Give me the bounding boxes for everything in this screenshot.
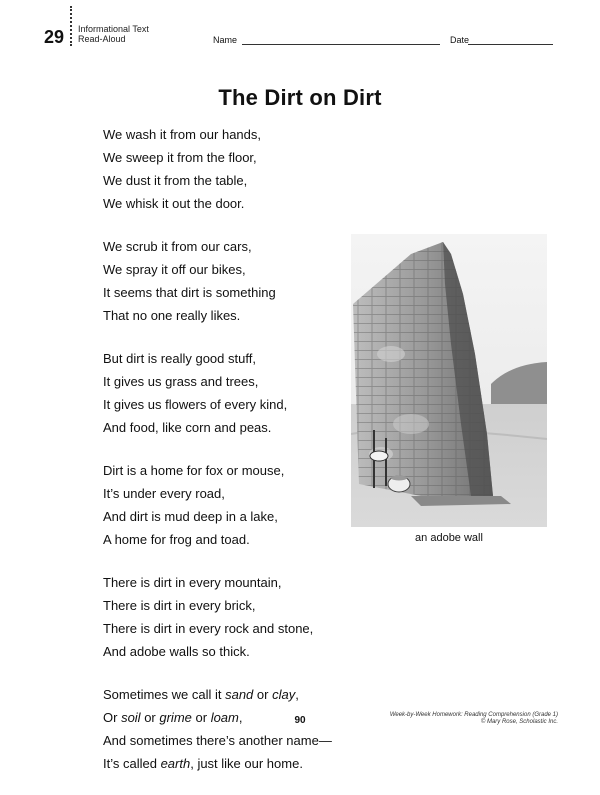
poem-text: It’s called: [103, 756, 161, 771]
poem-stanza: [103, 347, 363, 439]
copyright-credit: [390, 712, 558, 726]
poem-text: or: [253, 687, 273, 702]
poem-line: We wash it from our hands,: [103, 127, 261, 142]
worksheet-header: [0, 0, 600, 50]
poem-text: ,: [295, 687, 299, 702]
poem-line: But dirt is really good stuff,: [103, 351, 256, 366]
category-line-2: Read-Aloud: [78, 34, 126, 44]
emphasized-word: earth: [160, 756, 191, 771]
header-divider: [70, 6, 72, 46]
page-title: The Dirt on Dirt: [218, 85, 382, 110]
photo-caption: an adobe wall: [415, 532, 483, 544]
emphasized-word: grime: [159, 710, 192, 725]
poem-line: There is dirt in every brick,: [103, 598, 256, 613]
date-field[interactable]: [468, 44, 553, 45]
poem-stanza: [103, 683, 363, 775]
date-label: Date: [450, 35, 470, 45]
poem-line: And sometimes there’s another name—: [103, 733, 332, 748]
poem-text: or: [191, 710, 211, 725]
poem-line: And food, like corn and peas.: [103, 420, 272, 435]
lesson-number: 29: [44, 27, 65, 47]
poem-text: ,: [238, 710, 243, 725]
poem-line: [103, 683, 363, 706]
poem-line: It gives us flowers of every kind,: [103, 397, 288, 412]
poem-line: We scrub it from our cars,: [103, 239, 252, 254]
poem-stanza: [103, 235, 363, 327]
poem-line: A home for frog and toad.: [103, 532, 250, 547]
poem-text: Or: [103, 710, 122, 725]
poem-text: or: [140, 710, 160, 725]
poem-line: We whisk it out the door.: [103, 196, 245, 211]
poem-line: That no one really likes.: [103, 308, 241, 323]
poem-line: We spray it off our bikes,: [103, 262, 246, 277]
poem-text: , just like our home.: [190, 756, 303, 771]
emphasized-word: loam: [210, 710, 239, 725]
emphasized-word: clay: [272, 687, 296, 702]
poem: [103, 123, 363, 795]
adobe-wall-photo: [351, 234, 547, 527]
poem-line: We dust it from the table,: [103, 173, 248, 188]
poem-line: There is dirt in every mountain,: [103, 575, 282, 590]
credit-line-1: Week-by-Week Homework: Reading Comprehension (Grade 1): [389, 712, 558, 718]
emphasized-word: soil: [121, 710, 141, 725]
poem-line: There is dirt in every rock and stone,: [103, 621, 314, 636]
name-field[interactable]: [242, 44, 440, 45]
poem-text: Sometimes we call it: [103, 687, 226, 702]
poem-line: And adobe walls so thick.: [103, 644, 250, 659]
poem-line: It seems that dirt is something: [103, 285, 276, 300]
category-line-1: Informational Text: [78, 24, 149, 34]
name-label: Name: [213, 35, 238, 45]
poem-stanza: [103, 459, 363, 551]
poem-stanza: [103, 123, 363, 215]
page-number: 90: [294, 715, 306, 726]
poem-line: It gives us grass and trees,: [103, 374, 259, 389]
poem-line: It’s under every road,: [103, 486, 225, 501]
poem-line: We sweep it from the floor,: [103, 150, 257, 165]
lesson-category: [78, 24, 149, 44]
poem-line: [103, 752, 363, 775]
poem-line: And dirt is mud deep in a lake,: [103, 509, 278, 524]
adobe-wall-image: [351, 234, 547, 527]
emphasized-word: sand: [225, 687, 254, 702]
credit-line-2: © Mary Rose, Scholastic Inc.: [480, 719, 558, 725]
poem-line: Dirt is a home for fox or mouse,: [103, 463, 285, 478]
poem-stanza: [103, 571, 363, 663]
